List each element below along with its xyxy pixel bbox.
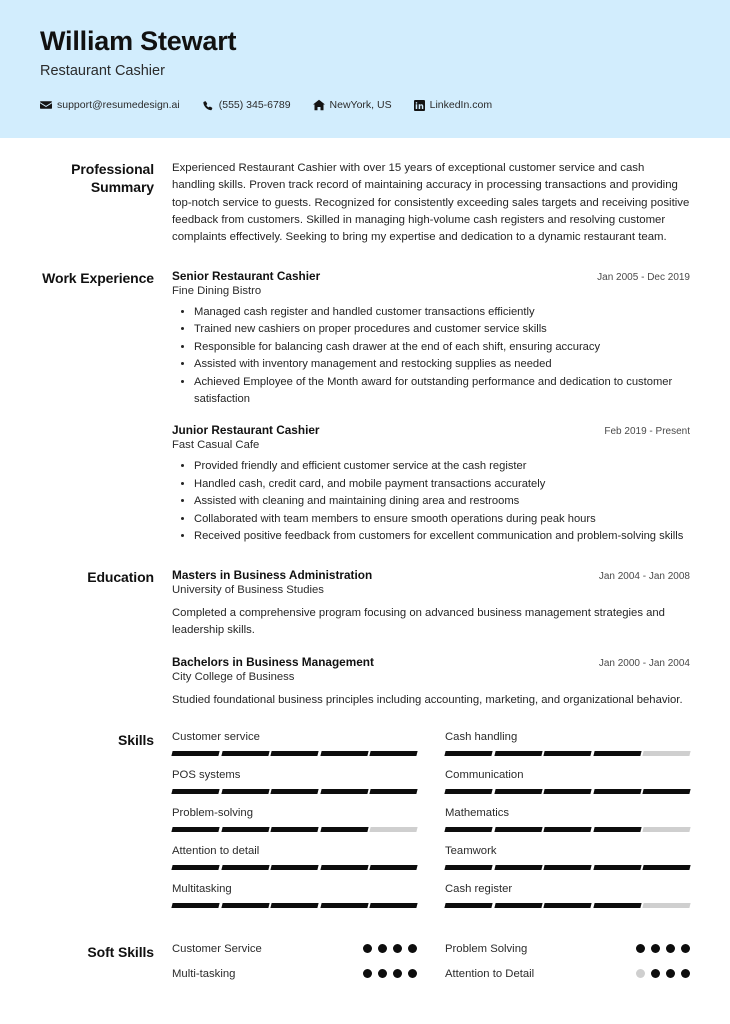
skill-item [172, 731, 417, 769]
contact-linkedin[interactable] [414, 99, 492, 111]
soft-skill-rating-dot [636, 969, 645, 978]
list-item: • Trained new cashiers on proper procedures and customer service skills [194, 321, 690, 338]
skill-rating-bar [172, 865, 417, 870]
skill-rating-segment [444, 865, 492, 870]
phone-icon [202, 99, 214, 111]
section-professional-summary [40, 138, 690, 247]
list-item: • Responsible for balancing cash drawer at the end of each shift, ensuring accuracy [194, 339, 690, 356]
skill-rating-segment [593, 827, 641, 832]
soft-skill-rating-dot [666, 944, 675, 953]
skill-rating-segment [221, 865, 269, 870]
soft-skills-content [172, 943, 690, 980]
skill-rating-segment [171, 789, 219, 794]
skill-rating-segment [494, 789, 542, 794]
skill-item [172, 883, 417, 921]
soft-skill-name: Multi-tasking [172, 967, 236, 980]
skill-rating-segment [370, 789, 418, 794]
work-entry-title: Junior Restaurant Cashier [172, 423, 320, 438]
work-entry-bullets [172, 304, 690, 407]
skills-content [172, 731, 690, 921]
education-entry-description: Completed a comprehensive program focusing on advanced business management strategies and leadership skills. [172, 607, 665, 636]
soft-skill-rating-dot [378, 969, 387, 978]
skill-rating-segment [444, 789, 492, 794]
skill-rating-segment [643, 789, 691, 794]
education-entry-date: Jan 2004 - Jan 2008 [598, 571, 690, 582]
education-entry-head [172, 655, 690, 669]
skill-rating-segment [221, 903, 269, 908]
contact-linkedin-text: LinkedIn.com [429, 99, 493, 112]
skill-rating-segment [444, 827, 492, 832]
work-entry-head [172, 423, 690, 437]
section-label-work-experience: Work Experience [42, 269, 154, 286]
section-label-education: Education [87, 569, 154, 585]
soft-skill-rating-dots [363, 969, 417, 978]
skill-item [445, 807, 690, 845]
skill-name: Cash register [445, 882, 513, 895]
skill-rating-segment [320, 789, 368, 794]
soft-skill-name: Problem Solving [445, 942, 528, 955]
skill-name: Communication [445, 768, 524, 781]
skill-rating-segment [593, 751, 641, 756]
skill-rating-segment [544, 751, 592, 756]
skill-rating-segment [171, 827, 219, 832]
soft-skill-rating-dot [651, 969, 660, 978]
skill-rating-bar [172, 903, 417, 908]
contact-email[interactable] [40, 99, 180, 111]
skill-name: Attention to detail [172, 844, 260, 857]
skill-rating-segment [320, 903, 368, 908]
list-item: • Managed cash register and handled customer transactions efficiently [194, 304, 690, 321]
skill-rating-segment [444, 751, 492, 756]
soft-skill-item [445, 943, 690, 955]
skill-name: Cash handling [445, 730, 518, 743]
soft-skill-rating-dot [408, 969, 417, 978]
linkedin-icon [414, 100, 425, 111]
skill-item [172, 769, 417, 807]
skill-rating-bar [172, 789, 417, 794]
education-entry [172, 655, 690, 709]
work-entry-bullets [172, 458, 690, 545]
skill-rating-segment [643, 827, 691, 832]
soft-skill-rating-dot [408, 944, 417, 953]
work-entry [172, 269, 690, 407]
soft-skill-rating-dot [666, 969, 675, 978]
skill-item [172, 807, 417, 845]
list-item: • Handled cash, credit card, and mobile payment transactions accurately [194, 476, 690, 493]
skill-rating-segment [271, 827, 319, 832]
skill-rating-bar [445, 827, 690, 832]
section-skills [40, 709, 690, 921]
summary-text: Experienced Restaurant Cashier with over 15 years of exceptional customer service and cash handling skills. Proven track record of maintaining accuracy in processing transactions and providing top-notch service to guests. Recognized for consistently exceeding sales targets and receiving positive feedback from customers. Skilled in managing high-volume cash registers and resolving customer complaints effectively. Seeking to bring my expertise and dedication to a dynamic restaurant team. [172, 162, 690, 244]
skill-rating-segment [593, 789, 641, 794]
education-entry-organization: University of Business Studies [172, 584, 324, 596]
soft-skill-rating-dot [681, 944, 690, 953]
work-entry-date: Jan 2005 - Dec 2019 [597, 271, 690, 283]
soft-skill-rating-dot [393, 969, 402, 978]
skill-rating-segment [544, 865, 592, 870]
home-icon [313, 99, 325, 111]
skill-rating-segment [171, 865, 219, 870]
contact-location-text: NewYork, US [329, 99, 392, 112]
list-item: • Provided friendly and efficient customer service at the cash register [194, 458, 690, 475]
skill-rating-bar [172, 751, 417, 756]
section-education [40, 546, 690, 709]
work-entry-title: Senior Restaurant Cashier [172, 268, 321, 283]
skill-rating-segment [271, 903, 319, 908]
list-item: • Assisted with inventory management and restocking supplies as needed [194, 356, 690, 373]
skill-rating-segment [643, 865, 691, 870]
skill-rating-bar [445, 903, 690, 908]
skill-rating-segment [370, 903, 418, 908]
skill-name: Multitasking [172, 882, 232, 895]
work-experience-content [172, 269, 690, 546]
skill-rating-segment [370, 751, 418, 756]
skill-rating-bar [445, 865, 690, 870]
skills-grid [172, 731, 690, 921]
section-label-skills: Skills [118, 731, 154, 748]
soft-skill-name: Customer Service [172, 942, 262, 955]
skill-rating-bar [445, 751, 690, 756]
soft-skill-item [172, 968, 417, 980]
skill-rating-segment [593, 865, 641, 870]
soft-skill-rating-dot [363, 944, 372, 953]
skill-rating-segment [643, 751, 691, 756]
work-entry-organization: Fine Dining Bistro [172, 284, 262, 297]
education-entry-title: Bachelors in Business Management [172, 654, 374, 669]
skill-rating-segment [370, 865, 418, 870]
skill-item [445, 769, 690, 807]
soft-skill-rating-dot [378, 944, 387, 953]
contact-phone-text: (555) 345-6789 [218, 99, 291, 112]
contact-email-text: support@resumedesign.ai [57, 99, 180, 112]
education-entry-head [172, 568, 690, 582]
skill-item [445, 845, 690, 883]
soft-skill-name: Attention to Detail [445, 967, 535, 980]
skill-rating-segment [544, 827, 592, 832]
skill-name: POS systems [172, 768, 241, 781]
skill-rating-segment [494, 903, 542, 908]
skill-rating-segment [593, 903, 641, 908]
work-entry-organization: Fast Casual Cafe [172, 439, 260, 452]
work-entry-date: Feb 2019 - Present [604, 426, 690, 438]
section-work-experience [40, 247, 690, 546]
section-label-summary: Professional Summary [71, 161, 154, 196]
skill-rating-segment [320, 827, 368, 832]
skill-name: Customer service [172, 730, 260, 743]
work-entry [172, 423, 690, 545]
soft-skill-item [172, 943, 417, 955]
list-item: • Achieved Employee of the Month award for outstanding performance and dedication to customer satisfaction [194, 374, 690, 407]
skill-rating-segment [370, 827, 418, 832]
skill-item [172, 845, 417, 883]
soft-skills-grid [172, 943, 690, 980]
skill-rating-segment [643, 903, 691, 908]
candidate-name: William Stewart [40, 26, 237, 56]
soft-skill-rating-dots [636, 944, 690, 953]
list-item: • Assisted with cleaning and maintaining dining area and restrooms [194, 493, 690, 510]
skill-rating-segment [544, 789, 592, 794]
education-content [172, 568, 690, 709]
skill-rating-segment [494, 827, 542, 832]
skill-name: Teamwork [445, 844, 497, 857]
soft-skill-rating-dot [393, 944, 402, 953]
candidate-job-title: Restaurant Cashier [40, 63, 165, 80]
soft-skill-rating-dot [681, 969, 690, 978]
skill-rating-segment [221, 827, 269, 832]
contact-location[interactable] [313, 99, 392, 111]
skill-rating-segment [494, 865, 542, 870]
contact-phone[interactable] [202, 99, 291, 111]
soft-skill-rating-dot [363, 969, 372, 978]
skill-rating-segment [271, 751, 319, 756]
section-soft-skills [40, 921, 690, 980]
skill-rating-segment [221, 751, 269, 756]
list-item: • Collaborated with team members to ensure smooth operations during peak hours [194, 511, 690, 528]
education-entry-title: Masters in Business Administration [172, 568, 373, 582]
section-label-soft-skills: Soft Skills [87, 943, 154, 960]
list-item: • Received positive feedback from customers for excellent communication and problem-solving skills [194, 528, 690, 545]
skill-item [445, 731, 690, 769]
skill-rating-segment [271, 865, 319, 870]
skill-rating-segment [544, 903, 592, 908]
skill-rating-segment [271, 789, 319, 794]
soft-skill-item [445, 968, 690, 980]
resume-header [0, 0, 730, 138]
skill-rating-bar [445, 789, 690, 794]
soft-skill-rating-dots [636, 969, 690, 978]
education-entry-organization: City College of Business [172, 670, 295, 683]
skill-name: Mathematics [445, 806, 510, 819]
skill-rating-segment [171, 751, 219, 756]
summary-content [172, 160, 690, 247]
skill-rating-segment [320, 751, 368, 756]
soft-skill-rating-dot [636, 944, 645, 953]
education-entry-description: Studied foundational business principles including accounting, marketing, and organizational behavior. [172, 693, 683, 706]
work-entry-head [172, 269, 690, 283]
skill-rating-bar [172, 827, 417, 832]
education-entry [172, 568, 690, 639]
education-entry-date: Jan 2000 - Jan 2004 [598, 657, 690, 669]
skill-rating-segment [320, 865, 368, 870]
contact-row [40, 99, 690, 111]
skill-rating-segment [171, 903, 219, 908]
skill-rating-segment [444, 903, 492, 908]
skill-name: Problem-solving [172, 806, 253, 819]
skill-item [445, 883, 690, 921]
soft-skill-rating-dots [363, 944, 417, 953]
resume-body [0, 138, 730, 980]
skill-rating-segment [494, 751, 542, 756]
skill-rating-segment [221, 789, 269, 794]
envelope-icon [40, 99, 52, 111]
soft-skill-rating-dot [651, 944, 660, 953]
